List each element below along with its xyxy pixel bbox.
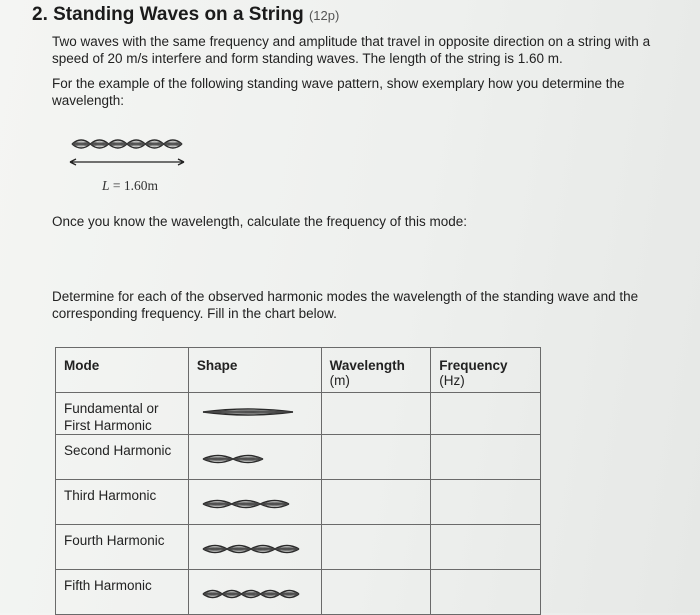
- frequency-input-cell[interactable]: [431, 525, 541, 570]
- standing-wave-icon: [189, 570, 320, 614]
- mode-label: Fundamental or: [64, 401, 159, 416]
- mode-cell: [56, 525, 189, 570]
- frequency-input-cell[interactable]: [431, 435, 541, 480]
- shape-cell: [188, 480, 321, 525]
- shape-cell: [188, 570, 321, 615]
- shape-cell: [188, 435, 321, 480]
- harmonics-chart: [55, 347, 541, 615]
- mode-cell: [56, 393, 189, 435]
- chart-row: [56, 570, 541, 615]
- frequency-input-cell[interactable]: [431, 393, 541, 435]
- example-standing-wave-diagram: [66, 130, 196, 200]
- mode-label: Third Harmonic: [64, 488, 157, 503]
- header-frequency: [431, 348, 541, 393]
- shape-cell: [188, 393, 321, 435]
- mode-cell: [56, 435, 189, 480]
- wavelength-input-cell[interactable]: [321, 570, 431, 615]
- shape-cell: [188, 525, 321, 570]
- standing-wave-icon: [189, 525, 320, 569]
- wavelength-input-cell[interactable]: [321, 525, 431, 570]
- mode-label: Fourth Harmonic: [64, 533, 165, 548]
- length-value: = 1.60m: [112, 178, 159, 193]
- standing-wave-icon: [66, 130, 196, 170]
- mode-cell: [56, 570, 189, 615]
- wavelength-input-cell[interactable]: [321, 480, 431, 525]
- mode-label: Second Harmonic: [64, 443, 172, 458]
- frequency-prompt: Once you know the wavelength, calculate the frequency of this mode:: [52, 214, 467, 229]
- chart-prompt: Determine for each of the observed harmonic modes the wavelength of the standing wave and the corresponding frequency. Fill in the chart below.: [52, 289, 639, 321]
- question-points: (12p): [308, 8, 340, 23]
- mode-label: Fifth Harmonic: [64, 578, 152, 593]
- wavelength-input-cell[interactable]: [321, 435, 431, 480]
- mode-cell: [56, 480, 189, 525]
- chart-header-row: [56, 348, 541, 393]
- header-frequency-unit: (Hz): [439, 373, 465, 388]
- question-heading: 2. Standing Waves on a String: [32, 4, 304, 25]
- mode-label-line2: First Harmonic: [64, 418, 152, 433]
- frequency-input-cell[interactable]: [431, 570, 541, 615]
- frequency-input-cell[interactable]: [431, 480, 541, 525]
- length-symbol: L: [102, 178, 110, 193]
- chart-row: [56, 525, 541, 570]
- header-wavelength-label: Wavelength: [329, 358, 405, 373]
- wavelength-input-cell[interactable]: [321, 393, 431, 435]
- header-wavelength: [321, 348, 431, 393]
- chart-row: [56, 480, 541, 525]
- header-frequency-label: Frequency: [439, 358, 508, 373]
- standing-wave-icon: [189, 393, 320, 433]
- question-title: [32, 4, 339, 26]
- string-length-label: [102, 178, 158, 194]
- intro-paragraph: Two waves with the same frequency and amplitude that travel in opposite direction on a string with a speed of 20 m/s interfere and form standing waves. The length of the string is 1.60 m.: [52, 34, 651, 66]
- chart-row: [56, 435, 541, 480]
- standing-wave-icon: [189, 435, 320, 479]
- standing-wave-icon: [189, 480, 320, 524]
- header-shape: Shape: [188, 348, 321, 393]
- header-mode: Mode: [56, 348, 189, 393]
- header-wavelength-unit: (m): [329, 373, 350, 388]
- example-prompt: For the example of the following standing wave pattern, show exemplary how you determine the wavelength:: [52, 76, 625, 108]
- chart-row: [56, 393, 541, 435]
